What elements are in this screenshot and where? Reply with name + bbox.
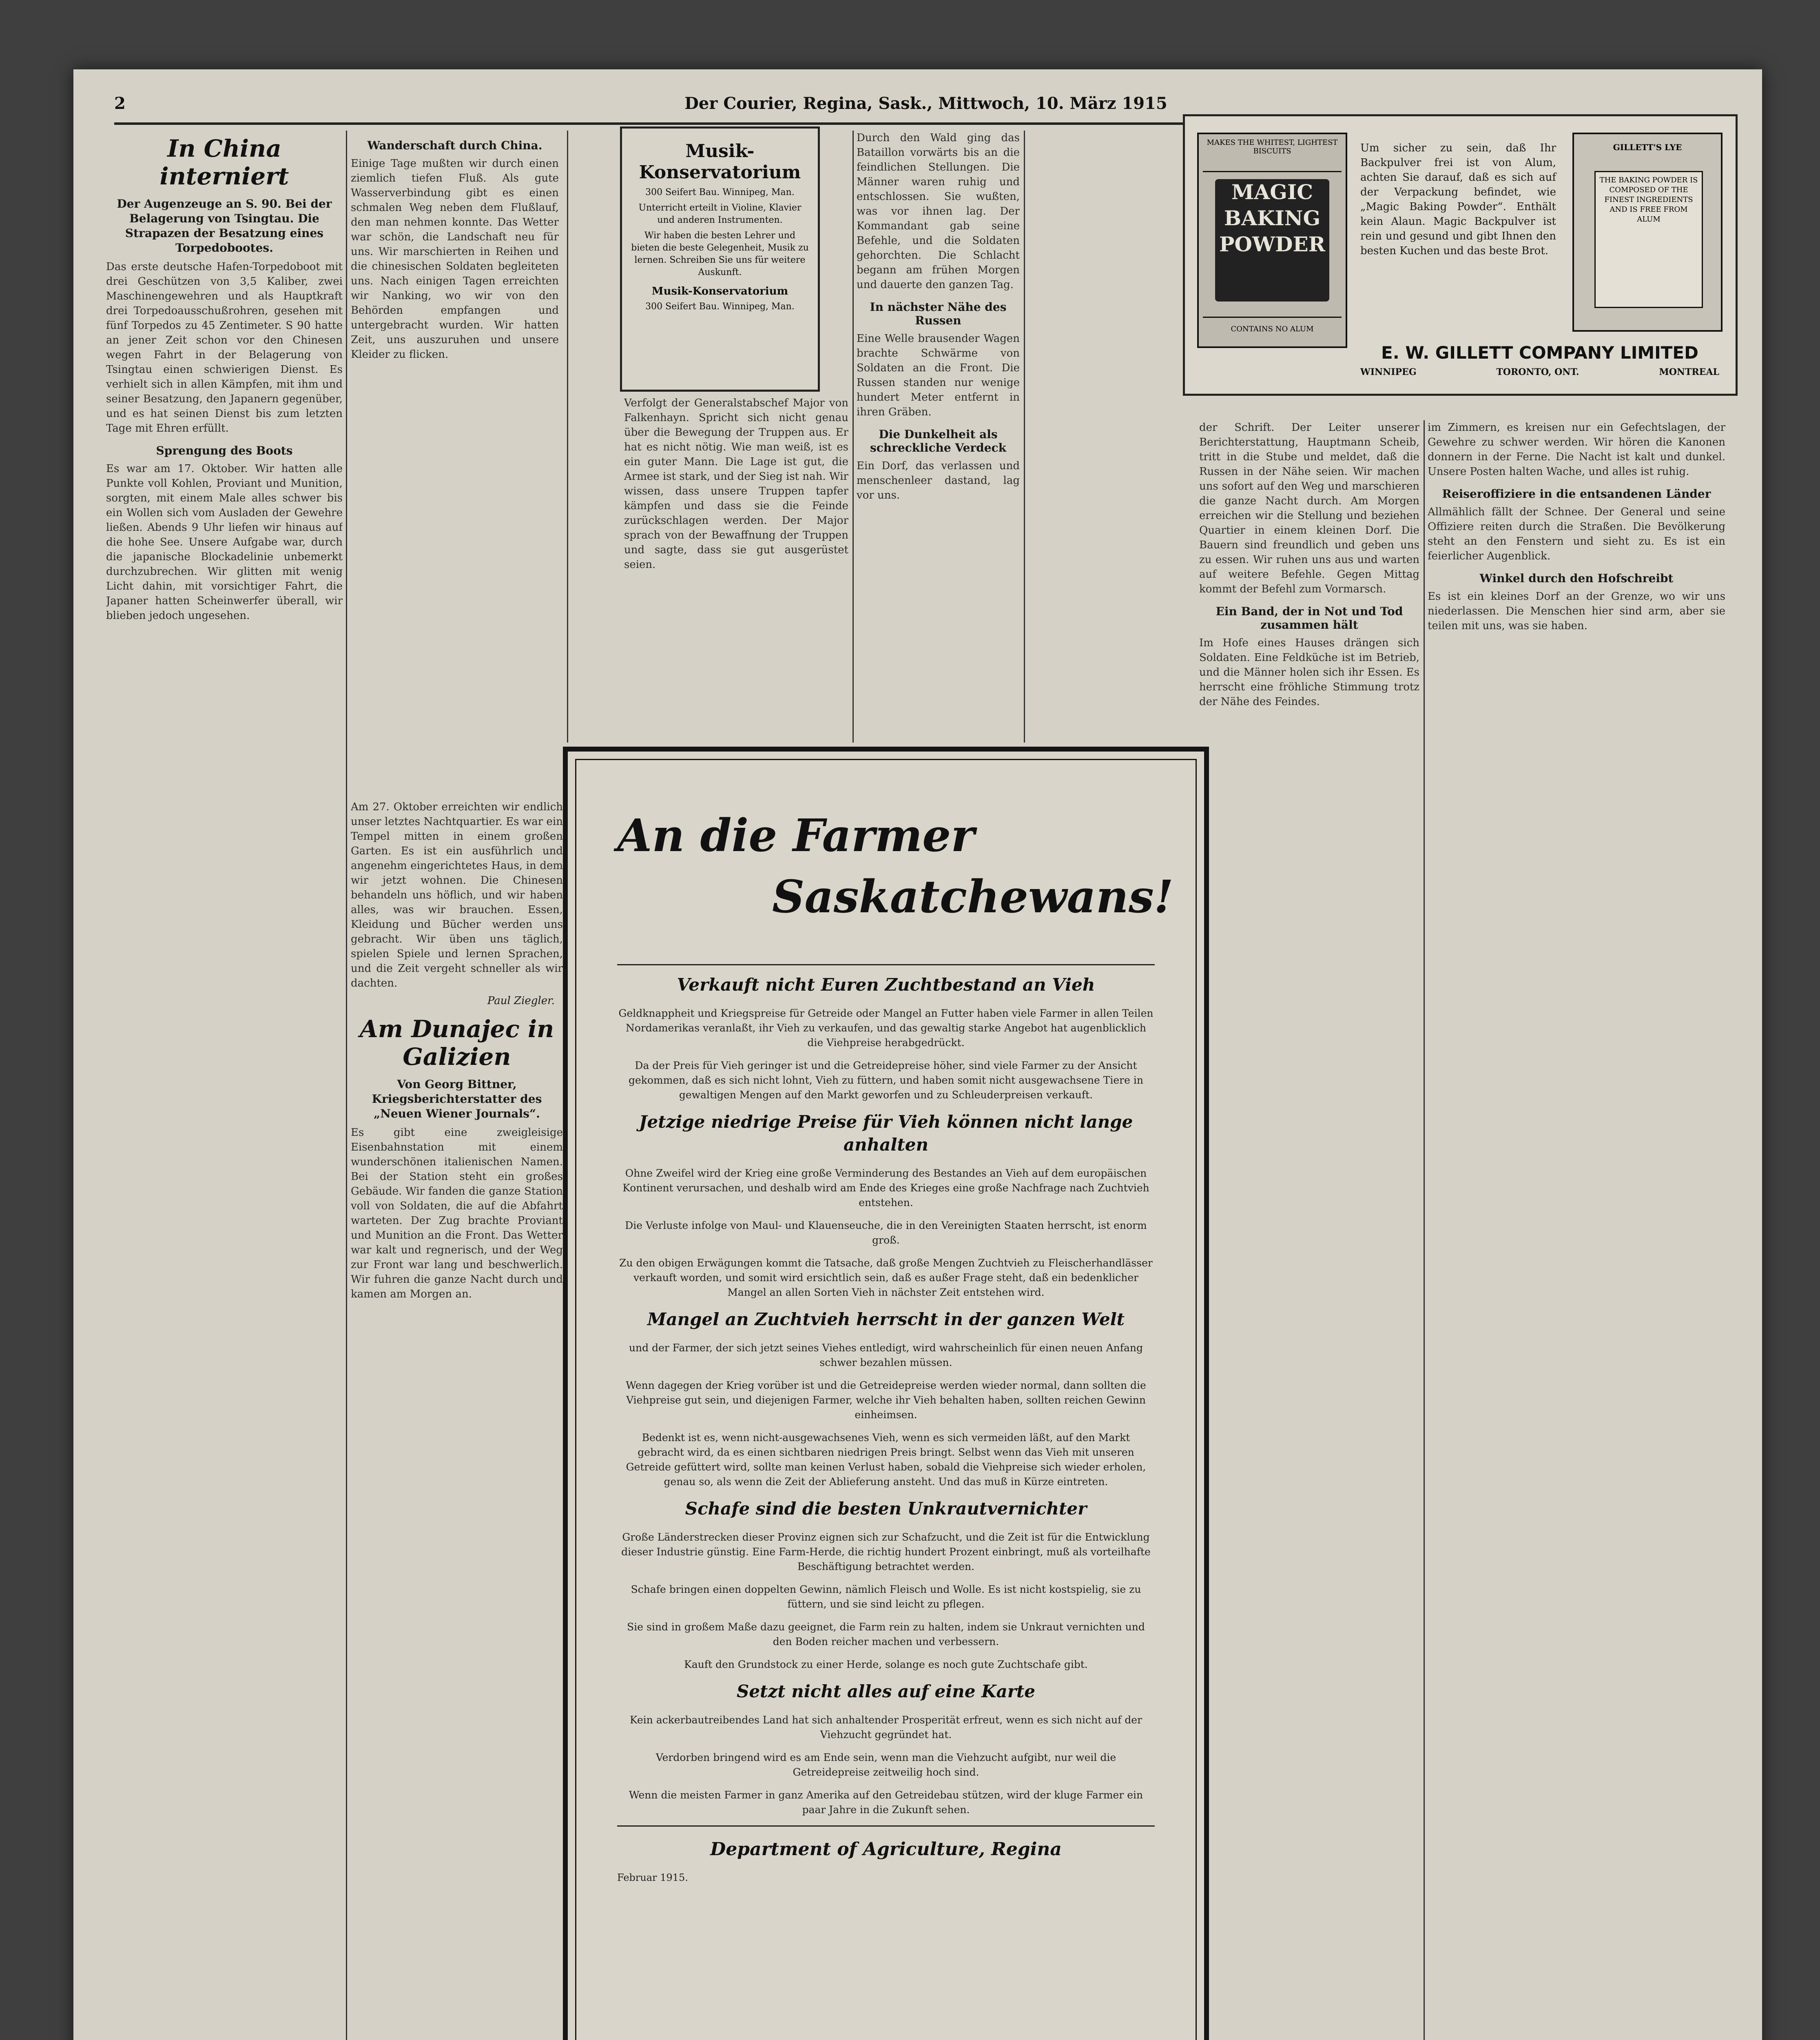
- can-title: GILLETT'S LYE: [1613, 142, 1682, 152]
- article-body: Durch den Wald ging das Bataillon vorwärts bis an die feindlichen Stellungen. Die Männer waren ruhig und entschlossen. Sie wußten, was vor ihnen lag. Der Kommandant gab seine Befehle, und die Soldaten gehorchten. Die Schlacht begann am frühen Morgen und dauerte den ganzen Tag.: [857, 132, 1020, 291]
- ad-paragraph: Verdorben bringend wird es am Ende sein, wenn man die Viehzucht aufgibt, nur weil die Getreidepreise zeitweilig hoch sind.: [655, 1752, 1116, 1778]
- ad-paragraph: Zu den obigen Erwägungen kommt die Tatsache, daß große Mengen Zuchtvieh zu Fleischerhandlässer verkauft worden, und somit wird ersichtlich sein, daß es außer Frage steht, daß ein bedenklicher Mangel an allen Sorten Vieh in nächster Zeit entstehen wird.: [619, 1257, 1153, 1298]
- can-label-text: THE BAKING POWDER IS COMPOSED OF THE FINEST INGREDIENTS AND IS FREE FROM ALUM: [1599, 176, 1698, 224]
- company-cities: [1360, 367, 1719, 377]
- ad-heading: Verkauft nicht Euren Zuchtbestand an Vieh: [677, 975, 1095, 995]
- ad-paragraph: Sie sind in großem Maße dazu geeignet, die Farm rein zu halten, indem sie Unkraut vernichten und den Boden reicher machen und verbessern.: [627, 1621, 1145, 1648]
- ad-heading: Jetzige niedrige Preise für Vieh können nicht lange anhalten: [639, 1112, 1133, 1155]
- article-column-4: [857, 131, 1020, 808]
- section-heading: Ein Band, der in Not und Tod zusammen hält: [1216, 605, 1403, 632]
- page-number: 2: [114, 94, 126, 113]
- ad-footer-address: 300 Seifert Bau. Winnipeg, Man.: [645, 302, 795, 312]
- ad-date: Februar 1915.: [617, 1872, 688, 1883]
- ad-paragraph: Schafe bringen einen doppelten Gewinn, nämlich Fleisch und Wolle. Es ist nicht kostspielig, sie zu füttern, und sie sind leicht zu pflegen.: [631, 1583, 1141, 1610]
- masthead-line: Der Courier, Regina, Sask., Mittwoch, 10. März 1915: [684, 94, 1167, 113]
- article-body: im Zimmern, es kreisen nur ein Gefechtslagen, der Gewehre zu schwer werden. Wir hören die Kanonen donnern in der Ferne. Die Nacht ist kalt und dunkel. Unsere Posten halten Wache, und alles ist ruhig.: [1428, 421, 1725, 478]
- baking-powder-ad: [1183, 114, 1738, 396]
- article-body: Verfolgt der Generalstabschef Major von Falkenhayn. Spricht sich nicht genau über die Bewegung der Truppen aus. Er hat es nicht nötig. Wie man weiß, ist es ein guter Mann. Die Lage ist gut, die Armee ist stark, und der Sieg ist nah. Wir wissen, dass unsere Truppen tapfer kämpfen und dass sie die Feinde zurückschlagen werden. Der Major sprach von der Bewaffnung der Truppen und sagte, dass sie gut ausgerüstet seien.: [624, 397, 848, 571]
- ad-heading: Mangel an Zuchtvieh herrscht in der ganzen Welt: [647, 1309, 1125, 1329]
- article-body: Eine Welle brausender Wagen brachte Schwärme von Soldaten an die Front. Die Russen standen nur wenige hundert Meter entfernt in ihren Gräben.: [857, 333, 1020, 418]
- lye-can-illustration: [1572, 133, 1723, 332]
- section-heading: Wanderschaft durch China.: [367, 139, 542, 152]
- article-column-6: [1199, 420, 1419, 2040]
- company-block: [1360, 343, 1719, 377]
- can-label-bottom: CONTAINS NO ALUM: [1203, 317, 1342, 342]
- city: TORONTO, ONT.: [1496, 367, 1579, 377]
- divider: [617, 1825, 1155, 1827]
- ad-paragraph: Kauft den Grundstock zu einer Herde, solange es noch gute Zuchtschafe gibt.: [684, 1659, 1088, 1670]
- ad-body-text: Um sicher zu sein, daß Ihr Backpulver frei ist von Alum, achten Sie darauf, daß es sich auf der Verpackung befindet, wie „Magic Baking Powder“. Enthält kein Alaun. Magic Backpulver ist rein und gesund und gibt Ihnen den besten Kuchen und das beste Brot.: [1360, 142, 1556, 257]
- company-name: E. W. GILLETT COMPANY LIMITED: [1381, 343, 1698, 363]
- agriculture-department-ad: [563, 747, 1209, 2040]
- article-column-7: [1428, 420, 1725, 2040]
- article-body: Im Hofe eines Hauses drängen sich Soldaten. Eine Feldküche ist im Betrieb, und die Männer holen sich ihr Essen. Es herrscht eine fröhliche Stimmung trotz der Nähe des Feindes.: [1199, 637, 1419, 708]
- ad-paragraph: Wenn dagegen der Krieg vorüber ist und die Getreidepreise werden wieder normal, dann sollten die Viehpreise gut sein, und diejenigen Farmer, welche ihr Vieh behalten haben, sollten reichen Gewinn einheimsen.: [626, 1379, 1146, 1421]
- ad-title-line-1: An die Farmer: [617, 809, 975, 862]
- article-body: der Schrift. Der Leiter unserer Berichterstattung, Hauptmann Scheib, tritt in die Stube und meldet, daß die Russen in der Nähe seien. Wir machen uns sofort auf den Weg und marschieren die ganze Nacht durch. Am Morgen erreichen wir die Stellung und beziehen Quartier in einem kleinen Dorf. Die Bauern sind freundlich und geben uns zu essen. Wir ruhen uns aus und warten auf weitere Befehle. Gegen Mittag kommt der Befehl zum Vormarsch.: [1199, 421, 1419, 595]
- ad-paragraph: Große Länderstrecken dieser Provinz eignen sich zur Schafzucht, und die Zeit ist für die Entwicklung dieser Industrie günstig. Eine Farm-Herde, die richtig hundert Prozent einbringt, muß als vorteilhafte Beschäftigung betrachtet werden.: [621, 1531, 1151, 1572]
- can-brand: [1215, 179, 1329, 302]
- article-body: Das erste deutsche Hafen-Torpedoboot mit drei Geschützen von 3,5 Kaliber, zwei Maschinengewehren und als Hauptkraft drei Torpedoausschußrohren, gesehen mit fünf Torpedos zu 45 Zentimeter. S 90 hatte an jener Zeit schon vor den Chinesen wegen Fahrt in der Belagerung von Tsingtau einen schwierigen Dienst. Es verhielt sich in allen Kämpfen, mit ihm und seiner Besatzung, den Japanern gegenüber, und es hat seinen Dienst bis zum letzten Tage mit Ehren erfüllt.: [106, 261, 343, 435]
- brand-word: MAGIC: [1231, 180, 1313, 204]
- section-heading: Die Dunkelheit als schreckliche Verdeck: [870, 428, 1006, 455]
- ad-paragraph: Bedenkt ist es, wenn nicht-ausgewachsenes Vieh, wenn es sich vermeiden läßt, auf den Markt gebracht wird, da es einen sichtbaren niedrigen Preis bringt. Selbst wenn das Vieh mit unseren Getreide gefüttert wird, sollte man keinen Verlust haben, sobald die Viehpreise sich wieder erholen, genau so, als wenn die Zeit der Ablieferung ansteht. Und das muß in Kürze eintreten.: [626, 1432, 1146, 1488]
- column-rule: [346, 131, 347, 2040]
- article-body: Allmählich fällt der Schnee. Der General und seine Offiziere reiten durch die Straßen. Die Bevölkerung steht an den Fenstern und sieht zu. Es ist ein feierlicher Augenblick.: [1428, 506, 1725, 562]
- article-subhead: Der Augenzeuge an S. 90. Bei der Belagerung von Tsingtau. Die Strapazen der Besatzung eines Torpedobootes.: [117, 197, 332, 255]
- ad-title-line-2: Saskatchewans!: [772, 870, 1174, 923]
- ad-footer: Musik-Konservatorium: [651, 285, 788, 297]
- ad-sponsor: Department of Agriculture, Regina: [710, 1839, 1062, 1860]
- newspaper-page: [73, 69, 1762, 2040]
- column-rule: [852, 131, 854, 743]
- article-headline: In China interniert: [159, 135, 289, 190]
- ad-content: [617, 956, 1155, 1883]
- brand-word: BAKING: [1224, 206, 1321, 230]
- city: WINNIPEG: [1360, 367, 1417, 377]
- ad-text: Wir haben die besten Lehrer und bieten die beste Gelegenheit, Musik zu lernen. Schreiben Sie uns für weitere Auskunft.: [631, 231, 809, 277]
- article-column-2-lower: [351, 800, 563, 2040]
- divider: [617, 964, 1155, 965]
- ad-paragraph: Die Verluste infolge von Maul- und Klauenseuche, die in den Vereinigten Staaten herrscht, ist enorm groß.: [625, 1220, 1147, 1246]
- can-label-top: MAKES THE WHITEST, LIGHTEST BISCUITS: [1203, 138, 1342, 172]
- article-column-1: [106, 131, 343, 2040]
- city: MONTREAL: [1659, 367, 1719, 377]
- article-body: Es war am 17. Oktober. Wir hatten alle Punkte voll Kohlen, Proviant und Munition, sorgten, mit einem Male alles schwer bis ein Wollen sich vom Ausladen der Gewehre ließen. Abends 9 Uhr liefen wir hinaus auf die hohe See. Unsere Aufgabe war, durch die japanische Blockadelinie unbemerkt durchzubrechen. Wir glitten mit wenig Licht dahin, mit vorsichtiger Fahrt, die Japaner hatten Scheinwerfer überall, wir blieben jedoch ungesehen.: [106, 463, 343, 622]
- article-headline: Am Dunajec in Galizien: [359, 1015, 554, 1071]
- column-rule: [1024, 131, 1025, 743]
- ad-paragraph: Kein ackerbautreibendes Land hat sich anhaltender Prosperität erfreut, wenn es sich nicht auf der Viehzucht gegründet hat.: [629, 1714, 1142, 1741]
- article-body: Ein Dorf, das verlassen und menschenleer dastand, lag vor uns.: [857, 460, 1020, 501]
- ad-paragraph: Da der Preis für Vieh geringer ist und die Getreidepreise höher, sind viele Farmer zu der Ansicht gekommen, daß es sich nicht lohnt, Vieh zu füttern, und haben somit nicht ausgewachsene Tiere in gewaltigen Mengen auf den Markt geworfen und zu Schleuderpreisen verkauft.: [629, 1060, 1143, 1101]
- music-conservatory-ad: [620, 126, 820, 392]
- section-heading: Sprengung des Boots: [156, 444, 293, 457]
- column-rule: [567, 131, 568, 743]
- can-label: [1594, 171, 1703, 308]
- article-signature: Paul Ziegler.: [487, 995, 555, 1007]
- ad-heading: Schafe sind die besten Unkrautvernichter: [685, 1499, 1087, 1519]
- ad-heading: Setzt nicht alles auf eine Karte: [736, 1681, 1036, 1701]
- ad-text: Unterricht erteilt in Violine, Klavier und anderen Instrumenten.: [638, 203, 802, 225]
- ad-paragraph: und der Farmer, der sich jetzt seines Viehes entledigt, wird wahrscheinlich für einen neuen Anfang schwer bezahlen müssen.: [629, 1342, 1143, 1368]
- ad-paragraph: Wenn die meisten Farmer in ganz Amerika auf den Getreidebau stützen, wird der kluge Farmer ein paar Jahre in die Zukunft sehen.: [629, 1789, 1143, 1816]
- section-heading: Winkel durch den Hofschreibt: [1479, 572, 1674, 585]
- column-rule: [1424, 420, 1425, 2040]
- ad-title: Musik-Konservatorium: [639, 141, 801, 183]
- ad-inner-border: [575, 759, 1197, 2040]
- section-heading: In nächster Nähe des Russen: [870, 300, 1007, 327]
- brand-word: POWDER: [1219, 232, 1326, 256]
- ad-paragraph: Ohne Zweifel wird der Krieg eine große Verminderung des Bestandes an Vieh auf dem europäischen Kontinent verursachen, und deshalb wird am Ende des Krieges eine große Nachfrage nach Zuchtvieh entstehen.: [622, 1167, 1149, 1208]
- article-body: Es ist ein kleines Dorf an der Grenze, wo wir uns niederlassen. Die Menschen hier sind arm, aber sie teilen mit uns, was sie haben.: [1428, 590, 1725, 632]
- ad-paragraph: Geldknappheit und Kriegspreise für Getreide oder Mangel an Futter haben viele Farmer in allen Teilen Nordamerikas veranlaßt, ihr Vieh zu verkaufen, und das gewaltig starke Angebot hat augenblicklich die Viehpreise herabgedrückt.: [618, 1007, 1154, 1049]
- article-body: Es gibt eine zweigleisige Eisenbahnstation mit einem wunderschönen italienischen Namen. Bei der Station steht ein großes Gebäude. Wir fanden die ganze Station voll von Soldaten, die auf die Abfahrt warteten. Der Zug brachte Proviant und Munition an die Front. Das Wetter war kalt und regnerisch, und der Weg zur Front war lang und beschwerlich. Wir fuhren die ganze Nacht durch und kamen am Morgen an.: [351, 1126, 563, 1300]
- article-column-2: [351, 131, 559, 808]
- baking-powder-can-illustration: [1197, 133, 1347, 348]
- article-column-3: [624, 396, 848, 747]
- article-body: Einige Tage mußten wir durch einen ziemlich tiefen Fluß. Als gute Wasserverbindung gibt es einen schmalen Weg neben dem Flußlauf, den man nehmen konnte. Das Wetter war schön, die Landschaft neu für uns. Wir marschierten in Reihen und die chinesischen Soldaten begleiteten uns. Nach einigen Tagen erreichten wir Nanking, wo wir von den Behörden empfangen und untergebracht wurden. Wir hatten Zeit, uns auszuruhen und unsere Kleider zu flicken.: [351, 157, 559, 361]
- article-body: Am 27. Oktober erreichten wir endlich unser letztes Nachtquartier. Es war ein Tempel mitten in einem großen Garten. Es ist ein ausführlich und angenehm eingerichtetes Haus, in dem wir jetzt wohnen. Die Chinesen behandeln uns höflich, und wir haben alles, was wir brauchen. Essen, Kleidung und Bücher werden uns gebracht. Wir üben uns täglich, spielen Spiele und lernen Sprachen, und die Zeit vergeht schneller als wir dachten.: [351, 801, 563, 989]
- article-byline: Von Georg Bittner, Kriegsberichterstatter des „Neuen Wiener Journals“.: [372, 1078, 542, 1120]
- ad-address: 300 Seifert Bau. Winnipeg, Man.: [645, 187, 795, 197]
- section-heading: Reiseroffiziere in die entsandenen Länder: [1442, 487, 1711, 501]
